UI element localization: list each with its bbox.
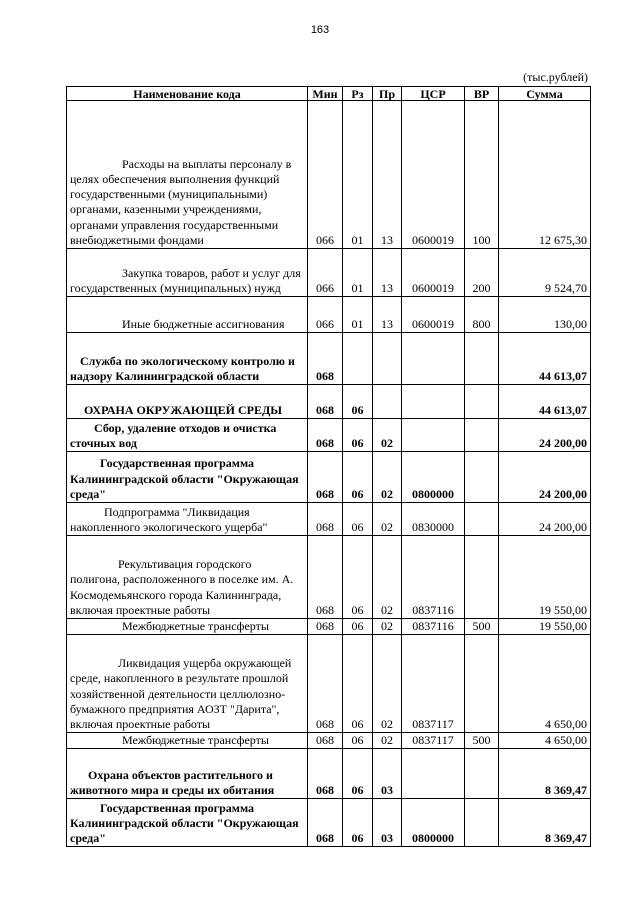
- row-sum: 8 369,47: [499, 799, 591, 847]
- row-min: 068: [308, 385, 343, 419]
- row-min: 066: [308, 297, 343, 333]
- header-rz: Рз: [343, 87, 373, 101]
- table-row: [67, 733, 591, 749]
- table-row: [67, 249, 591, 297]
- row-min: 068: [308, 619, 343, 635]
- row-vr: [465, 536, 499, 619]
- row-csr: [402, 749, 465, 799]
- row-pr: 02: [373, 619, 402, 635]
- row-csr: 0837116: [402, 536, 465, 619]
- row-name: Ликвидация ущерба окружающей среде, накопленного в результате прошлой хозяйственной деятельности целлюлозно-бумажного предприятия АОЗТ "Дарита", включая проектные работы: [67, 635, 308, 733]
- row-sum: 130,00: [499, 297, 591, 333]
- table-row: [67, 419, 591, 452]
- row-vr: [465, 799, 499, 847]
- row-vr: [465, 333, 499, 385]
- row-name: Межбюджетные трансферты: [67, 733, 308, 749]
- row-name: Государственная программа Калининградской области "Окружающая среда": [67, 452, 308, 503]
- row-rz: 06: [343, 419, 373, 452]
- table-row: [67, 799, 591, 847]
- row-name: Государственная программа Калининградской области "Окружающая среда": [67, 799, 308, 847]
- table-row: [67, 101, 591, 249]
- row-rz: 06: [343, 635, 373, 733]
- row-name: Закупка товаров, работ и услуг для государственных (муниципальных) нужд: [67, 249, 308, 297]
- row-sum: 9 524,70: [499, 249, 591, 297]
- row-vr: 100: [465, 101, 499, 249]
- row-sum: 12 675,30: [499, 101, 591, 249]
- row-vr: [465, 385, 499, 419]
- table-row: [67, 503, 591, 536]
- row-pr: 02: [373, 733, 402, 749]
- row-rz: 06: [343, 799, 373, 847]
- row-csr: 0600019: [402, 297, 465, 333]
- row-csr: 0837116: [402, 619, 465, 635]
- table-row: [67, 385, 591, 419]
- row-csr: 0600019: [402, 101, 465, 249]
- row-min: 068: [308, 536, 343, 619]
- row-rz: 01: [343, 101, 373, 249]
- row-min: 068: [308, 503, 343, 536]
- row-vr: [465, 635, 499, 733]
- row-pr: 02: [373, 503, 402, 536]
- row-min: 068: [308, 749, 343, 799]
- row-pr: 02: [373, 635, 402, 733]
- row-min: 066: [308, 249, 343, 297]
- row-csr: 0837117: [402, 733, 465, 749]
- table-row: [67, 635, 591, 733]
- row-csr: [402, 333, 465, 385]
- row-csr: 0830000: [402, 503, 465, 536]
- row-sum: 8 369,47: [499, 749, 591, 799]
- table-row: [67, 452, 591, 503]
- table-row: [67, 536, 591, 619]
- row-pr: 13: [373, 101, 402, 249]
- row-csr: [402, 385, 465, 419]
- row-rz: 06: [343, 733, 373, 749]
- row-name: Служба по экологическому контролю и надзору Калининградской области: [67, 333, 308, 385]
- row-vr: 800: [465, 297, 499, 333]
- row-sum: 44 613,07: [499, 333, 591, 385]
- header-vr: ВР: [465, 87, 499, 101]
- row-rz: 06: [343, 749, 373, 799]
- row-sum: 19 550,00: [499, 619, 591, 635]
- row-rz: 06: [343, 385, 373, 419]
- row-sum: 44 613,07: [499, 385, 591, 419]
- row-sum: 24 200,00: [499, 419, 591, 452]
- row-sum: 4 650,00: [499, 635, 591, 733]
- header-csr: ЦСР: [402, 87, 465, 101]
- row-sum: 24 200,00: [499, 452, 591, 503]
- row-min: 068: [308, 333, 343, 385]
- row-min: 068: [308, 733, 343, 749]
- row-min: 068: [308, 419, 343, 452]
- row-vr: [465, 503, 499, 536]
- row-csr: 0600019: [402, 249, 465, 297]
- header-sum: Сумма: [499, 87, 591, 101]
- row-min: 068: [308, 452, 343, 503]
- row-csr: 0800000: [402, 799, 465, 847]
- row-sum: 19 550,00: [499, 536, 591, 619]
- row-pr: 03: [373, 799, 402, 847]
- row-name: Расходы на выплаты персоналу в целях обеспечения выполнения функций государственными (муниципальными) органами, казенными учреждениями, органами управления государственными внебюджетными фондами: [67, 101, 308, 249]
- row-rz: 06: [343, 452, 373, 503]
- row-rz: 01: [343, 297, 373, 333]
- row-min: 068: [308, 635, 343, 733]
- row-pr: 02: [373, 536, 402, 619]
- row-min: 066: [308, 101, 343, 249]
- row-pr: 03: [373, 749, 402, 799]
- row-rz: 06: [343, 536, 373, 619]
- row-pr: 13: [373, 297, 402, 333]
- row-csr: 0837117: [402, 635, 465, 733]
- row-vr: [465, 419, 499, 452]
- header-name: Наименование кода: [67, 87, 308, 101]
- header-pr: Пр: [373, 87, 402, 101]
- row-pr: [373, 333, 402, 385]
- page-number: 163: [310, 24, 330, 36]
- row-rz: 01: [343, 249, 373, 297]
- row-min: 068: [308, 799, 343, 847]
- units-label: (тыс.рублей): [523, 70, 588, 84]
- row-name: Иные бюджетные ассигнования: [67, 297, 308, 333]
- row-vr: 500: [465, 733, 499, 749]
- table-row: [67, 333, 591, 385]
- row-pr: 13: [373, 249, 402, 297]
- table-row: [67, 749, 591, 799]
- row-vr: [465, 452, 499, 503]
- budget-table: [66, 86, 591, 847]
- row-vr: [465, 749, 499, 799]
- row-rz: [343, 333, 373, 385]
- row-name: Межбюджетные трансферты: [67, 619, 308, 635]
- table-row: [67, 297, 591, 333]
- row-rz: 06: [343, 503, 373, 536]
- row-pr: 02: [373, 452, 402, 503]
- row-sum: 4 650,00: [499, 733, 591, 749]
- row-name: Охрана объектов растительного и животного мира и среды их обитания: [67, 749, 308, 799]
- row-sum: 24 200,00: [499, 503, 591, 536]
- row-vr: 500: [465, 619, 499, 635]
- row-name: ОХРАНА ОКРУЖАЮЩЕЙ СРЕДЫ: [67, 385, 308, 419]
- row-csr: [402, 419, 465, 452]
- row-csr: 0800000: [402, 452, 465, 503]
- table-row: [67, 619, 591, 635]
- header-min: Мин: [308, 87, 343, 101]
- row-rz: 06: [343, 619, 373, 635]
- row-name: Подпрограмма "Ликвидация накопленного экологического ущерба": [67, 503, 308, 536]
- row-pr: 02: [373, 419, 402, 452]
- row-vr: 200: [465, 249, 499, 297]
- row-name: Сбор, удаление отходов и очистка сточных вод: [67, 419, 308, 452]
- table-header-row: [67, 87, 591, 101]
- row-pr: [373, 385, 402, 419]
- row-name: Рекультивация городского полигона, расположенного в поселке им. А. Космодемьянского города Калининграда, включая проектные работы: [67, 536, 308, 619]
